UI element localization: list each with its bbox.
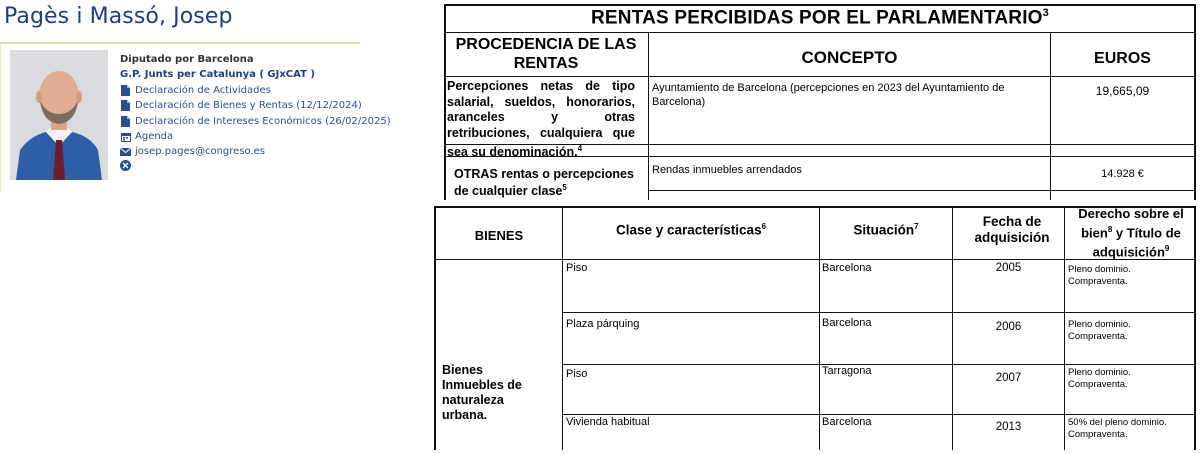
row-concepto: Rendas inmuebles arrendados [652,164,802,176]
row-derecho: Pleno dominio. Compraventa. [1068,264,1131,287]
row-fecha: 2013 [995,421,1022,433]
parliamentary-group-link[interactable]: G.P. Junts per Catalunya ( GJxCAT ) [120,69,315,81]
rentas-title: RENTAS PERCIBIDAS POR EL PARLAMENTARIO$^3$ [591,7,1049,29]
row-fecha: 2007 [995,372,1022,384]
row-derecho: Pleno dominio. Compraventa. [1068,319,1131,342]
row-clase: Piso [566,368,588,380]
header-bienes: BIENES [474,228,524,243]
header-fecha: Fecha de adquisición [974,214,1050,245]
link-declaracion-actividades[interactable] [120,83,391,98]
row-situacion: Tarragona [822,365,872,377]
deputy-photo [10,50,108,180]
row-procedencia: OTRAS rentas o percepciones de cualquier clase$^5$ [454,167,634,199]
row-euros: 19,665,09 [1095,84,1150,98]
header-clase: Clase y características$^6$ [615,222,767,238]
row-situacion: Barcelona [822,262,872,274]
row-procedencia: Percepciones netas de tipo salarial, sueldos, honorarios, aranceles y otras retribuciones, cualquiera que sea su denominación.$^4$ [447,79,635,160]
row-situacion: Barcelona [822,317,872,329]
header-derecho: Derecho sobre el bien$^8$ y Título de adquisición$^9$ [1078,206,1184,260]
x-social-icon [120,160,131,171]
link-label: Declaración de Actividades [135,84,271,96]
deputy-info [120,52,391,171]
link-agenda[interactable] [120,129,391,144]
document-icon [120,116,131,127]
link-label: Agenda [135,131,174,143]
row-derecho: Pleno dominio. Compraventa. [1068,367,1131,390]
row-fecha: 2005 [995,262,1022,274]
header-concepto: CONCEPTO [801,48,898,67]
document-icon [120,100,131,111]
link-email[interactable] [120,144,391,159]
header-situacion: Situación$^7$ [853,222,919,238]
link-x-profile[interactable] [120,160,391,171]
row-clase: Piso [566,262,588,274]
document-icon [120,85,131,96]
calendar-icon [120,131,131,142]
rentas-table [444,4,1196,200]
link-label: Declaración de Intereses Económicos (26/02/2025) [135,115,391,127]
row-derecho: 50% del pleno dominio. Compraventa. [1068,417,1167,440]
row-euros: 14.928 € [1101,168,1144,180]
link-label: Declaración de Bienes y Rentas (12/12/2024) [135,100,362,112]
link-declaracion-bienes-rentas[interactable] [120,98,391,113]
deputy-name: Pagès i Massó, Josep [4,4,233,29]
category-label: Bienes Inmuebles de naturaleza urbana. [442,363,522,422]
row-clase: Vivienda habitual [566,416,650,428]
row-concepto: Ayuntamiento de Barcelona (percepciones en 2023 del Ayuntamiento de Barcelona) [652,82,1005,108]
row-clase: Plaza párquing [566,318,640,330]
row-situacion: Barcelona [822,416,872,428]
constituency-label: Diputado por Barcelona [120,54,254,65]
envelope-icon [120,147,131,158]
link-label: josep.pages@congreso.es [135,146,266,158]
row-fecha: 2006 [995,321,1022,333]
header-euros: EUROS [1094,50,1151,67]
bienes-table [434,206,1196,450]
link-declaracion-intereses[interactable] [120,114,391,129]
header-procedencia: PROCEDENCIA DE LAS RENTAS [455,36,637,72]
